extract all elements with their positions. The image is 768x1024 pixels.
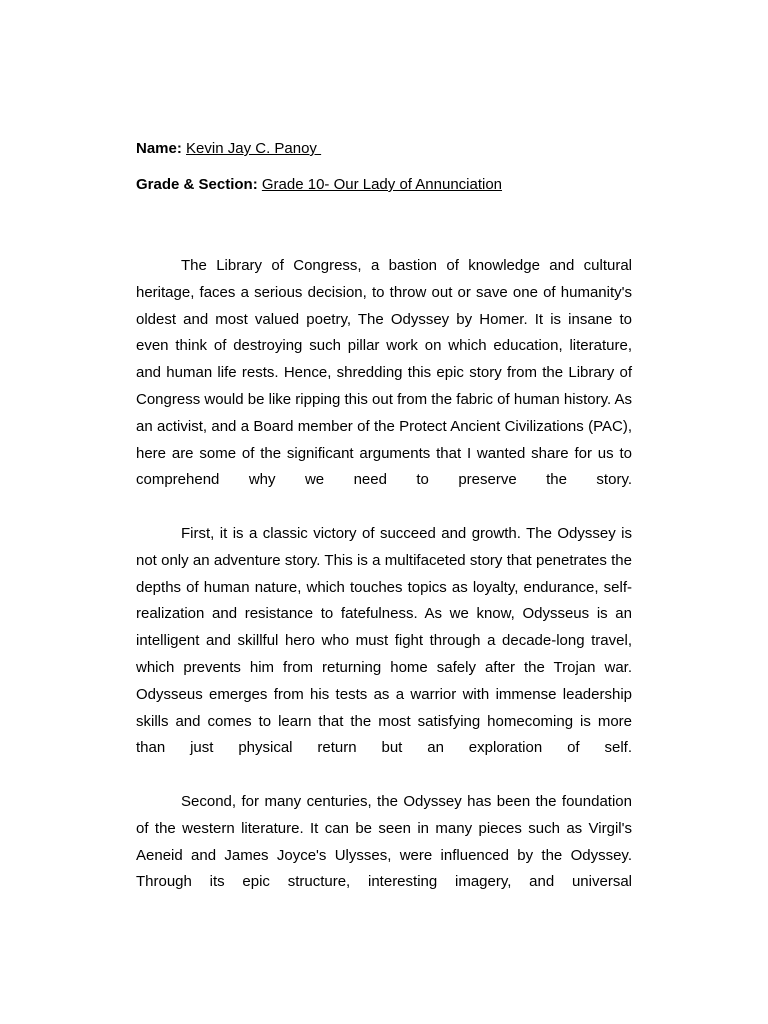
- grade-section-value: Grade 10- Our Lady of Annunciation: [261, 176, 503, 193]
- name-value: Kevin Jay C. Panoy: [186, 140, 322, 157]
- essay-paragraph-first-argument: First, it is a classic victory of succeed and growth. The Odyssey is not only an adventure story. This is a multifaceted story that penetrates the depths of human nature, which touches topics as loyalty, endurance, self-realization and resistance to fatefulness. As we know, Odysseus is an intelligent and skillful hero who must fight through a decade-long travel, which prevents him from returning home safely after the Trojan war. Odysseus emerges from his tests as a warrior with immense leadership skills and comes to learn that the most satisfying homecoming is more than just physical return but an exploration of self.: [136, 524, 632, 757]
- essay-text: [136, 253, 632, 896]
- grade-section-label: Grade & Section:: [136, 176, 258, 193]
- essay-paragraph-intro: The Library of Congress, a bastion of knowledge and cultural heritage, faces a serious decision, to throw out or save one of humanity's oldest and most valued poetry, The Odyssey by Homer. It is insane to even think of destroying such pillar work on which education, literature, and human life rests. Hence, shredding this epic story from the Library of Congress would be like ripping this out from the fabric of human history. As an activist, and a Board member of the Protect Ancient Civilizations (PAC), here are some of the significant arguments that I wanted share for us to comprehend why we need to preserve the story.: [136, 257, 632, 489]
- essay-paragraph-second-argument: Second, for many centuries, the Odyssey has been the foundation of the western literature. It can be seen in many pieces such as Virgil's Aeneid and James Joyce's Ulysses, were influenced by the Odyssey. Through its epic structure, interesting imagery, and universal: [136, 792, 632, 891]
- document-body: [136, 139, 632, 896]
- name-label: Name:: [136, 140, 182, 157]
- grade-section-line: [136, 175, 632, 195]
- name-line: [136, 139, 632, 159]
